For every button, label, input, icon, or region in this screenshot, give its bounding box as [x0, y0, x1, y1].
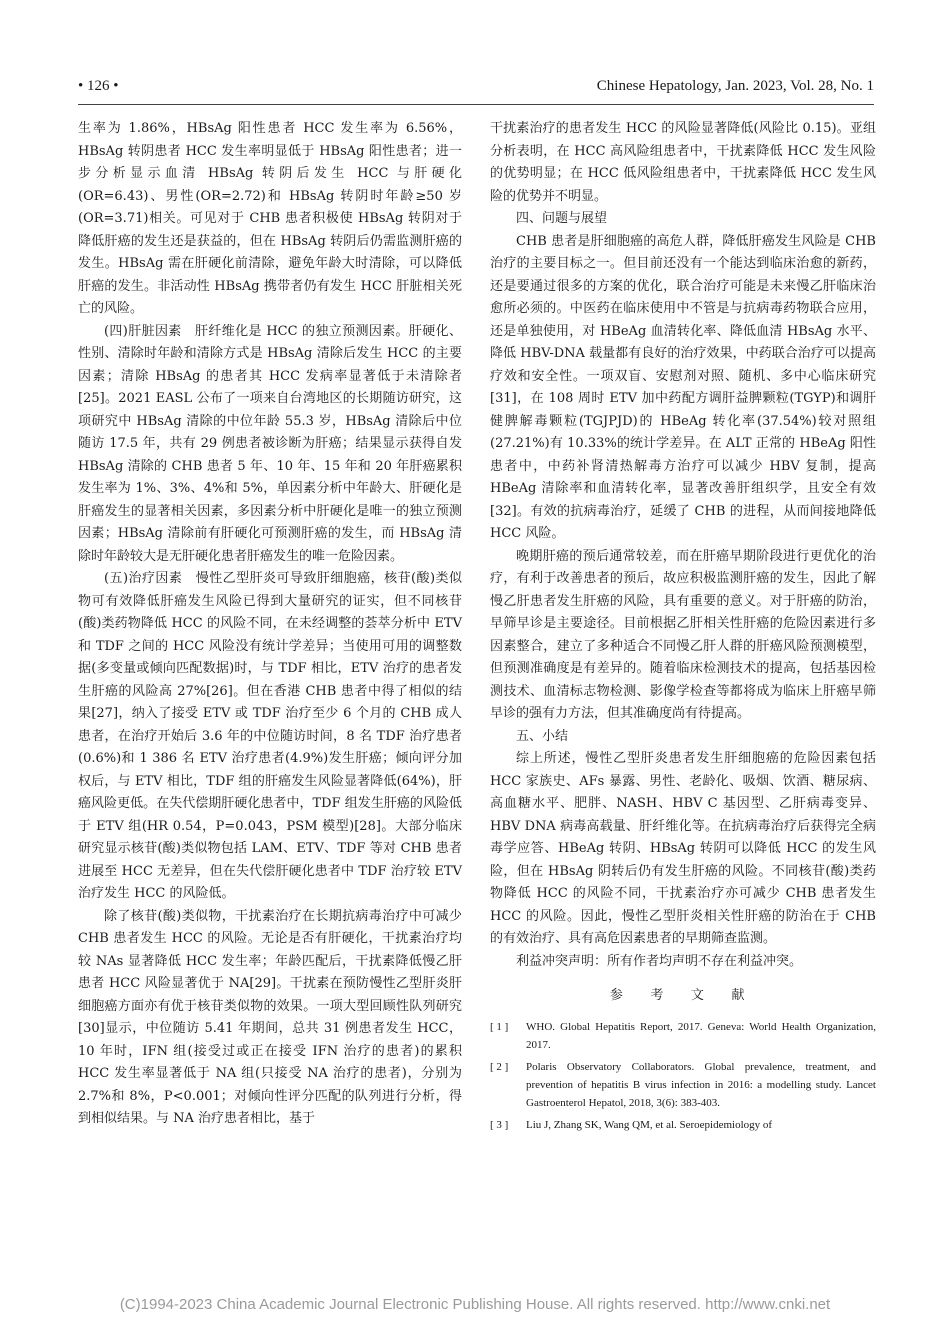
- paragraph: 综上所述，慢性乙型肝炎患者发生肝细胞癌的危险因素包括 HCC 家族史、AFs 暴露、男性、老龄化、吸烟、饮酒、糖尿病、高血糖水平、肥胖、NASH、HBV C 基因型、乙肝病毒变异、HBV DNA 病毒高载量、肝纤维化等。在抗病毒治疗后获得完全病毒学应答、HBeAg 转阴、HBsAg 转阴可以降低 HCC 的发生风险，但在 HBsAg 阴转后仍有发生肝癌的风险。不同核苷(酸)类药物降低 HCC 的风险不同，干扰素治疗亦可减少 CHB 患者发生 HCC 的风险。因此，慢性乙型肝炎相关性肝癌的防治在于 CHB 的有效治疗、具有高危因素患者的早期筛查监测。: [490, 751, 876, 946]
- reference-text: Liu J, Zhang SK, Wang QM, et al. Seroepidemiology of: [526, 1118, 773, 1131]
- reference-number: [ 2 ]: [490, 1060, 509, 1073]
- journal-citation: Chinese Hepatology, Jan. 2023, Vol. 28, No. 1: [596, 78, 874, 94]
- reference-item: [490, 1018, 876, 1054]
- reference-text: WHO. Global Hepatitis Report, 2017. Geneva: World Health Organization, 2017.: [526, 1020, 876, 1051]
- right-column: [490, 118, 876, 1138]
- references-heading: 参 考 文 献: [609, 988, 757, 1003]
- conflict-statement: 利益冲突声明：所有作者均声明不存在利益冲突。: [516, 953, 803, 969]
- section-heading: 四、问题与展望: [516, 211, 608, 226]
- reference-item: [490, 1058, 876, 1112]
- reference-number: [ 3 ]: [490, 1118, 509, 1131]
- reference-number: [ 1 ]: [490, 1020, 509, 1033]
- paragraph: CHB 患者是肝细胞癌的高危人群，降低肝癌发生风险是 CHB 治疗的主要目标之一。但目前还没有一个能达到临床治愈的新药，还是要通过很多的方案的优化，联合治疗可能是未来慢乙肝临床治愈所必须的。中医药在临床使用中不管是与抗病毒药物联合应用，还是单独使用，对 HBeAg 血清转化率、降低血清 HBsAg 水平、降低 HBV-DNA 载量都有良好的治疗效果，中药联合治疗可以提高疗效和安全性。一项双盲、安慰剂对照、随机、多中心临床研究[31]，在 108 周时 ETV 加中药配方调肝益脾颗粒(TGYP)和调肝健脾解毒颗粒(TGJPJD)的 HBeAg 转化率(37.54%)较对照组(27.21%)有 10.33%的统计学差异。在 ALT 正常的 HBeAg 阳性患者中，中药补肾清热解毒方治疗可以减少 HBV 复制，提高 HBeAg 清除率和血清转化率，显著改善肝组织学，且安全有效[32]。有效的抗病毒治疗，延缓了 CHB 的进程，从而间接地降低 HCC 风险。: [490, 233, 876, 541]
- paragraph: 生率为 1.86%，HBsAg 阳性患者 HCC 发生率为 6.56%，HBsAg 转阴患者 HCC 发生率明显低于 HBsAg 阳性患者；进一步分析显示血清 HBsAg 转阴后发生 HCC 与肝硬化(OR=6.43)、男性(OR=2.72)和 HBsAg 转阴时年龄≥50 岁(OR=3.71)相关。可见对于 CHB 患者积极使 HBsAg 转阴对于降低肝癌的发生还是获益的，但在 HBsAg 转阴后仍需监测肝癌的发生。HBsAg 需在肝硬化前清除，避免年龄大时清除，可以降低肝癌的发生。非活动性 HBsAg 携带者仍有发生 HCC 肝脏相关死亡的风险。: [78, 121, 462, 316]
- running-header: [78, 78, 874, 102]
- page-number: • 126 •: [78, 78, 119, 94]
- reference-item: [490, 1116, 876, 1134]
- paragraph: 干扰素治疗的患者发生 HCC 的风险显著降低(风险比 0.15)。亚组分析表明，在 HCC 高风险组患者中，干扰素降低 HCC 发生风险的优势明显；在 HCC 低风险组患者中，干扰素降低 HCC 发生风险的优势并不明显。: [490, 121, 876, 204]
- section-heading: 五、小结: [516, 728, 569, 744]
- copyright-footer: (C)1994-2023 China Academic Journal Electronic Publishing House. All rights reserved. http://www.cnki.net: [119, 1296, 831, 1313]
- left-column: [78, 118, 462, 1131]
- paragraph: 晚期肝癌的预后通常较差，而在肝癌早期阶段进行更优化的治疗，有利于改善患者的预后，故应积极监测肝癌的发生，因此了解慢乙肝患者发生肝癌的风险，具有重要的意义。对于肝癌的防治，早筛早诊是主要途径。目前根据乙肝相关性肝癌的危险因素进行多因素整合，建立了多种适合不同慢乙肝人群的肝癌风险预测模型，但预测准确度是有差异的。随着临床检测技术的提高，包括基因检测技术、血清标志物检测、影像学检查等都将成为临床上肝癌早筛早诊的强有力方法，但其准确度尚有待提高。: [490, 548, 876, 721]
- paragraph: (五)治疗因素 慢性乙型肝炎可导致肝细胞癌，核苷(酸)类似物可有效降低肝癌发生风险已得到大量研究的证实，但不同核苷(酸)类药物降低 HCC 的风险不同，在未经调整的荟萃分析中 ETV 和 TDF 之间的 HCC 风险没有统计学差异；当使用可用的调整数据(多变量或倾向匹配数据)时，与 TDF 相比，ETV 治疗的患者发生肝癌的风险高 27%[26]。但在香港 CHB 患者中得了相似的结果[27]，纳入了接受 ETV 或 TDF 治疗至少 6 个月的 CHB 成人患者，在治疗开始后 3.6 年的中位随访时间，8 名 TDF 治疗患者(0.6%)和 1 386 名 ETV 治疗患者(4.9%)发生肝癌；倾向评分加权后，与 ETV 相比，TDF 组的肝癌发生风险显著降低(64%)，肝癌风险更低。在失代偿期肝硬化患者中，TDF 组发生肝癌的风险低于 ETV 组(HR 0.54，P=0.043，PSM 模型)[28]。大部分临床研究显示核苷(酸)类似物包括 LAM、ETV、TDF 等对 CHB 患者进展至 HCC 无差异，但在失代偿肝硬化患者中 TDF 治疗较 ETV 治疗发生 HCC 的风险低。: [78, 571, 462, 901]
- header-rule: [78, 104, 874, 105]
- paragraph: (四)肝脏因素 肝纤维化是 HCC 的独立预测因素。肝硬化、性别、清除时年龄和清除方式是 HBsAg 清除后发生 HCC 的主要因素；清除 HBsAg 的患者其 HCC 发病率显著低于未清除者[25]。2021 EASL 公布了一项来自台湾地区的长期随访研究，这项研究中 HBsAg 清除的中位年龄 55.3 岁，HBsAg 清除后中位随访 17.5 年，共有 29 例患者被诊断为肝癌；结果显示获得自发 HBsAg 清除的 CHB 患者 5 年、10 年、15 年和 20 年肝癌累积发生率为 1%、3%、4%和 5%，单因素分析中年龄大、肝硬化是肝癌发生的显著相关因素，多因素分析中肝硬化是唯一的独立预测因素；HBsAg 清除前有肝硬化可预测肝癌的发生，而 HBsAg 清除时年龄较大是无肝硬化患者肝癌发生的唯一危险因素。: [78, 323, 462, 564]
- reference-text: Polaris Observatory Collaborators. Global prevalence, treatment, and prevention of hepatitis B virus infection in 2016: a modelling study. Lancet Gastroenterol Hepatol, 2018, 3(6): 383-403.: [526, 1060, 876, 1109]
- paragraph: 除了核苷(酸)类似物，干扰素治疗在长期抗病毒治疗中可减少 CHB 患者发生 HCC 的风险。无论是否有肝硬化，干扰素治疗均较 NAs 显著降低 HCC 发生率；年龄匹配后，干扰素降低慢乙肝患者 HCC 风险显著优于 NA[29]。干扰素在预防慢性乙型肝炎肝细胞癌方面亦有优于核苷类似物的效果。一项大型回顾性队列研究[30]显示，中位随访 5.41 年期间，总共 31 例患者发生 HCC，10 年时，IFN 组(接受过或正在接受 IFN 治疗的患者)的累积 HCC 发生率显著低于 NA 组(只接受 NA 治疗的患者)，分别为 2.7%和 8%，P<0.001；对倾向性评分匹配的队列进行分析，得到相似结果。与 NA 治疗患者相比，基于: [78, 908, 462, 1126]
